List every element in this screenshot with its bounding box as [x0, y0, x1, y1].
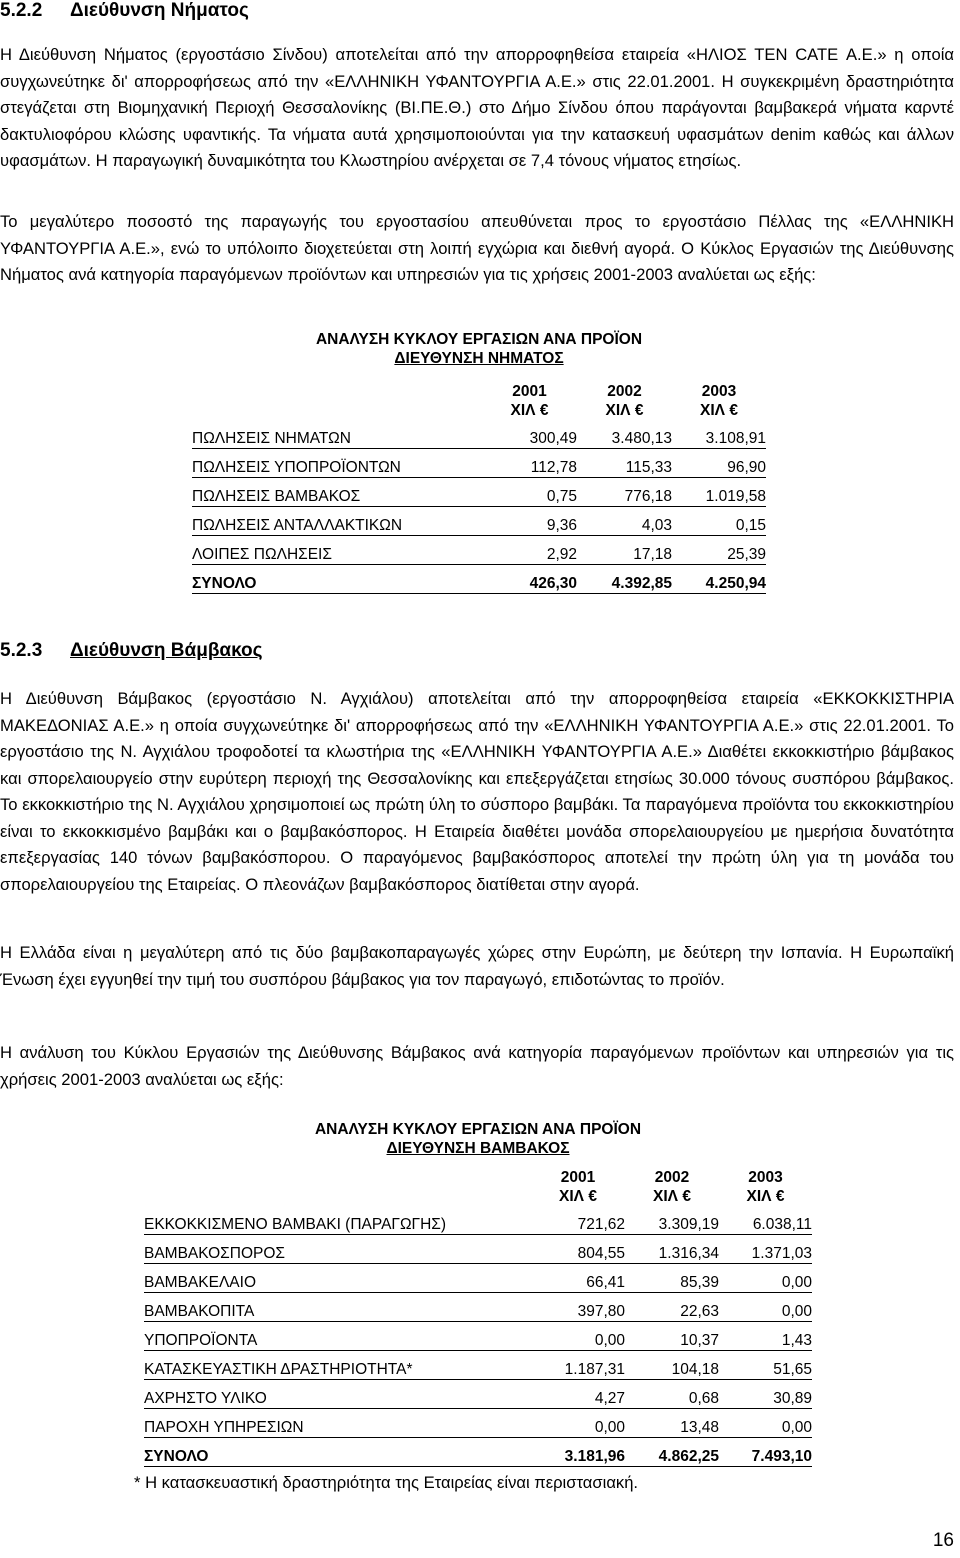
row-label: ΚΑΤΑΣΚΕΥΑΣΤΙΚΗ ΔΡΑΣΤΗΡΙΟΤΗΤΑ*	[144, 1351, 531, 1380]
cell-value: 13,48	[625, 1409, 719, 1438]
table-row	[144, 1293, 812, 1322]
cell-value: 4,03	[577, 507, 672, 536]
cell-value: 0,75	[482, 478, 577, 507]
table-row	[192, 478, 766, 507]
section-number: 5.2.3	[0, 640, 43, 661]
cell-value: 4.392,85	[577, 565, 672, 594]
row-label: ΣΥΝΟΛΟ	[192, 565, 482, 594]
row-label: ΠΩΛΗΣΕΙΣ ΑΝΤΑΛΛΑΚΤΙΚΩΝ	[192, 507, 482, 536]
section-heading-yarn	[0, 0, 249, 22]
cell-value: 721,62	[531, 1206, 625, 1235]
cell-value: 1,43	[719, 1322, 812, 1351]
table-row	[192, 536, 766, 565]
row-label: ΒΑΜΒΑΚΟΣΠΟΡΟΣ	[144, 1235, 531, 1264]
cell-value: 1.187,31	[531, 1351, 625, 1380]
row-label: ΕΚΚΟΚΚΙΣΜΕΝΟ ΒΑΜΒΑΚΙ (ΠΑΡΑΓΩΓΗΣ)	[144, 1206, 531, 1235]
table-row	[192, 449, 766, 478]
row-label: ΒΑΜΒΑΚΕΛΑΙΟ	[144, 1264, 531, 1293]
cell-value: 426,30	[482, 565, 577, 594]
cell-value: 0,00	[719, 1409, 812, 1438]
cell-value: 0,00	[719, 1293, 812, 1322]
unit-header: ΧΙΛ €	[559, 1188, 597, 1205]
section-number: 5.2.2	[0, 0, 43, 21]
section-title: Διεύθυνση Βάμβακος	[70, 640, 263, 661]
paragraph: Η ανάλυση του Κύκλου Εργασιών της Διεύθυνσης Βάμβακος ανά κατηγορία παραγόμενων προϊόντων και υπηρεσιών για τις χρήσεις 2001-2003 αναλύεται ως εξής:	[0, 1043, 954, 1089]
paragraph: Η Διεύθυνση Νήματος (εργοστάσιο Σίνδου) αποτελείται από την απορροφηθείσα εταιρεία «ΗΛΙΟΣ ΤΕΝ CATE Α.Ε.» η οποία συγχωνεύτηκε δι' απορροφήσεως από την «ΕΛΛΗΝΙΚΗ ΥΦΑΝΤΟΥΡΓΙΑ Α.Ε.» στις 22.01.2001. Η συγκεκριμένη δραστηριότητα στεγάζεται στη Βιομηχανική Περιοχή Θεσσαλονίκης (ΒΙ.ΠΕ.Θ.) στο Δήμο Σίνδου όπου παράγονται βαμβακερά νήματα καρντέ δακτυλιοφόρου κλώσης υφαντικής. Τα νήματα αυτά χρησιμοποιούνται για την κατασκευή υφασμάτων denim καθώς και άλλων υφασμάτων. Η παραγωγική δυναμικότητα του Κλωστηρίου ανέρχεται σε 7,4 τόνους νήματος ετησίως.	[0, 45, 954, 170]
cell-value: 300,49	[482, 420, 577, 449]
cell-value: 0,00	[531, 1322, 625, 1351]
cell-value: 0,68	[625, 1380, 719, 1409]
table-subtitle: ΔΙΕΥΘΥΝΣΗ ΝΗΜΑΤΟΣ	[394, 350, 564, 367]
unit-header: ΧΙΛ €	[605, 402, 644, 419]
cell-value: 3.108,91	[672, 420, 766, 449]
year-header: 2002	[607, 383, 642, 400]
cell-value: 66,41	[531, 1264, 625, 1293]
cell-value: 96,90	[672, 449, 766, 478]
row-label: ΑΧΡΗΣΤΟ ΥΛΙΚΟ	[144, 1380, 531, 1409]
cell-value: 1.316,34	[625, 1235, 719, 1264]
table-row	[144, 1264, 812, 1293]
table-total-row	[144, 1438, 812, 1467]
paragraph: Η Ελλάδα είναι η μεγαλύτερη από τις δύο βαμβακοπαραγωγές χώρες στην Ευρώπη, με δεύτερη την Ισπανία. Η Ευρωπαϊκή Ένωση έχει εγγυηθεί την τιμή του συσπόρου βάμβακος για τον παραγωγό, επιδοτώντας το προϊόν.	[0, 943, 954, 989]
row-label: ΛΟΙΠΕΣ ΠΩΛΗΣΕΙΣ	[192, 536, 482, 565]
row-label: ΥΠΟΠΡΟΪΟΝΤΑ	[144, 1322, 531, 1351]
year-header: 2001	[560, 1169, 596, 1186]
cell-value: 17,18	[577, 536, 672, 565]
cell-value: 0,00	[531, 1409, 625, 1438]
cell-value: 22,63	[625, 1293, 719, 1322]
cell-value: 3.309,19	[625, 1206, 719, 1235]
cell-value: 4.862,25	[625, 1438, 719, 1467]
cell-value: 4.250,94	[672, 565, 766, 594]
year-header: 2003	[748, 1169, 783, 1186]
cell-value: 4,27	[531, 1380, 625, 1409]
row-label: ΠΑΡΟΧΗ ΥΠΗΡΕΣΙΩΝ	[144, 1409, 531, 1438]
row-label: ΒΑΜΒΑΚΟΠΙΤΑ	[144, 1293, 531, 1322]
year-header: 2001	[512, 383, 547, 400]
cell-value: 7.493,10	[719, 1438, 812, 1467]
cell-value: 30,89	[719, 1380, 812, 1409]
unit-header: ΧΙΛ €	[700, 402, 738, 419]
table-row	[144, 1409, 812, 1438]
table-row	[144, 1380, 812, 1409]
cell-value: 85,39	[625, 1264, 719, 1293]
cell-value: 1.371,03	[719, 1235, 812, 1264]
year-header: 2002	[654, 1169, 690, 1186]
table-row	[192, 507, 766, 536]
table-subtitle: ΔΙΕΥΘΥΝΣΗ ΒΑΜΒΑΚΟΣ	[386, 1140, 570, 1157]
cell-value: 2,92	[482, 536, 577, 565]
cell-value: 104,18	[625, 1351, 719, 1380]
cell-value: 776,18	[577, 478, 672, 507]
row-label: ΠΩΛΗΣΕΙΣ ΥΠΟΠΡΟΪΟΝΤΩΝ	[192, 449, 482, 478]
cell-value: 0,00	[719, 1264, 812, 1293]
cell-value: 3.181,96	[531, 1438, 625, 1467]
yarn-revenue-table	[192, 330, 766, 594]
cell-value: 3.480,13	[577, 420, 672, 449]
row-label: ΣΥΝΟΛΟ	[144, 1438, 531, 1467]
table-row	[144, 1235, 812, 1264]
cell-value: 115,33	[577, 449, 672, 478]
row-label: ΠΩΛΗΣΕΙΣ ΒΑΜΒΑΚΟΣ	[192, 478, 482, 507]
table-title: ΑΝΑΛΥΣΗ ΚΥΚΛΟΥ ΕΡΓΑΣΙΩΝ ΑΝΑ ΠΡΟΪΟΝ	[314, 1121, 642, 1138]
cell-value: 1.019,58	[672, 478, 766, 507]
cell-value: 112,78	[482, 449, 577, 478]
unit-header: ΧΙΛ €	[653, 1188, 691, 1205]
cell-value: 0,15	[672, 507, 766, 536]
page-number: 16	[932, 1530, 954, 1551]
footnote: * Η κατασκευαστική δραστηριότητα της Εταιρείας είναι περιστασιακή.	[134, 1473, 639, 1492]
cell-value: 6.038,11	[719, 1206, 812, 1235]
cell-value: 25,39	[672, 536, 766, 565]
table-title: ΑΝΑΛΥΣΗ ΚΥΚΛΟΥ ΕΡΓΑΣΙΩΝ ΑΝΑ ΠΡΟΪΟΝ	[315, 331, 643, 348]
cell-value: 804,55	[531, 1235, 625, 1264]
cotton-revenue-table	[144, 1120, 812, 1467]
cell-value: 397,80	[531, 1293, 625, 1322]
table-row	[144, 1322, 812, 1351]
section-heading-cotton	[0, 640, 263, 662]
cell-value: 51,65	[719, 1351, 812, 1380]
table-row	[192, 420, 766, 449]
cell-value: 9,36	[482, 507, 577, 536]
table-total-row	[192, 565, 766, 594]
paragraph: Η Διεύθυνση Βάμβακος (εργοστάσιο Ν. Αγχιάλου) αποτελείται από την απορροφηθείσα εταιρεία «ΕΚΚΟΚΚΙΣΤΗΡΙΑ ΜΑΚΕΔΟΝΙΑΣ Α.Ε.» η οποία συγχωνεύτηκε δι' απορροφήσεως από την «ΕΛΛΗΝΙΚΗ ΥΦΑΝΤΟΥΡΓΙΑ Α.Ε.» στις 22.01.2001. Το εργοστάσιο της Ν. Αγχιάλου τροφοδοτεί τα κλωστήρια της «ΕΛΛΗΝΙΚΗ ΥΦΑΝΤΟΥΡΓΙΑ Α.Ε.» Διαθέτει εκκοκκιστήριο βάμβακος και σπορελαιουργείο στην ευρύτερη περιοχή της Θεσσαλονίκης και επεξεργάζεται ετησίως 30.000 τόνους συσπόρου βάμβακος. Το εκκοκκιστήριο της Ν. Αγχιάλου χρησιμοποιεί ως πρώτη ύλη το σύσπορο βαμβάκι. Τα παραγόμενα προϊόντα του εκκοκκιστηρίου είναι το εκκοκκισμένο βαμβάκι και ο βαμβακόσπορος. Η Εταιρεία διαθέτει μονάδα σπορελαιουργείου με ημερήσια δυνατότητα επεξεργασίας 140 τόνων βαμβακόσπορου. Ο παραγόμενος βαμβακόσπορος αποτελεί την πρώτη ύλη για τη μονάδα του σπορελαιουργείου της Εταιρείας. Ο πλεονάζων βαμβακόσπορος διατίθεται στην αγορά.	[0, 689, 954, 894]
unit-header: ΧΙΛ €	[746, 1188, 785, 1205]
paragraph: Το μεγαλύτερο ποσοστό της παραγωγής του εργοστασίου απευθύνεται προς το εργοστάσιο Πέλλας της «ΕΛΛΗΝΙΚΗ ΥΦΑΝΤΟΥΡΓΙΑ Α.Ε.», ενώ το υπόλοιπο διοχετεύεται στη λοιπή εγχώρια και διεθνή αγορά. Ο Κύκλος Εργασιών της Διεύθυνσης Νήματος ανά κατηγορία παραγόμενων προϊόντων και υπηρεσιών για τις χρήσεις 2001-2003 αναλύεται ως εξής:	[0, 212, 954, 284]
section-title: Διεύθυνση Νήματος	[70, 0, 249, 21]
year-header: 2003	[701, 383, 737, 400]
row-label: ΠΩΛΗΣΕΙΣ ΝΗΜΑΤΩΝ	[192, 420, 482, 449]
table-row	[144, 1206, 812, 1235]
table-row	[144, 1351, 812, 1380]
cell-value: 10,37	[625, 1322, 719, 1351]
unit-header: ΧΙΛ €	[510, 402, 549, 419]
